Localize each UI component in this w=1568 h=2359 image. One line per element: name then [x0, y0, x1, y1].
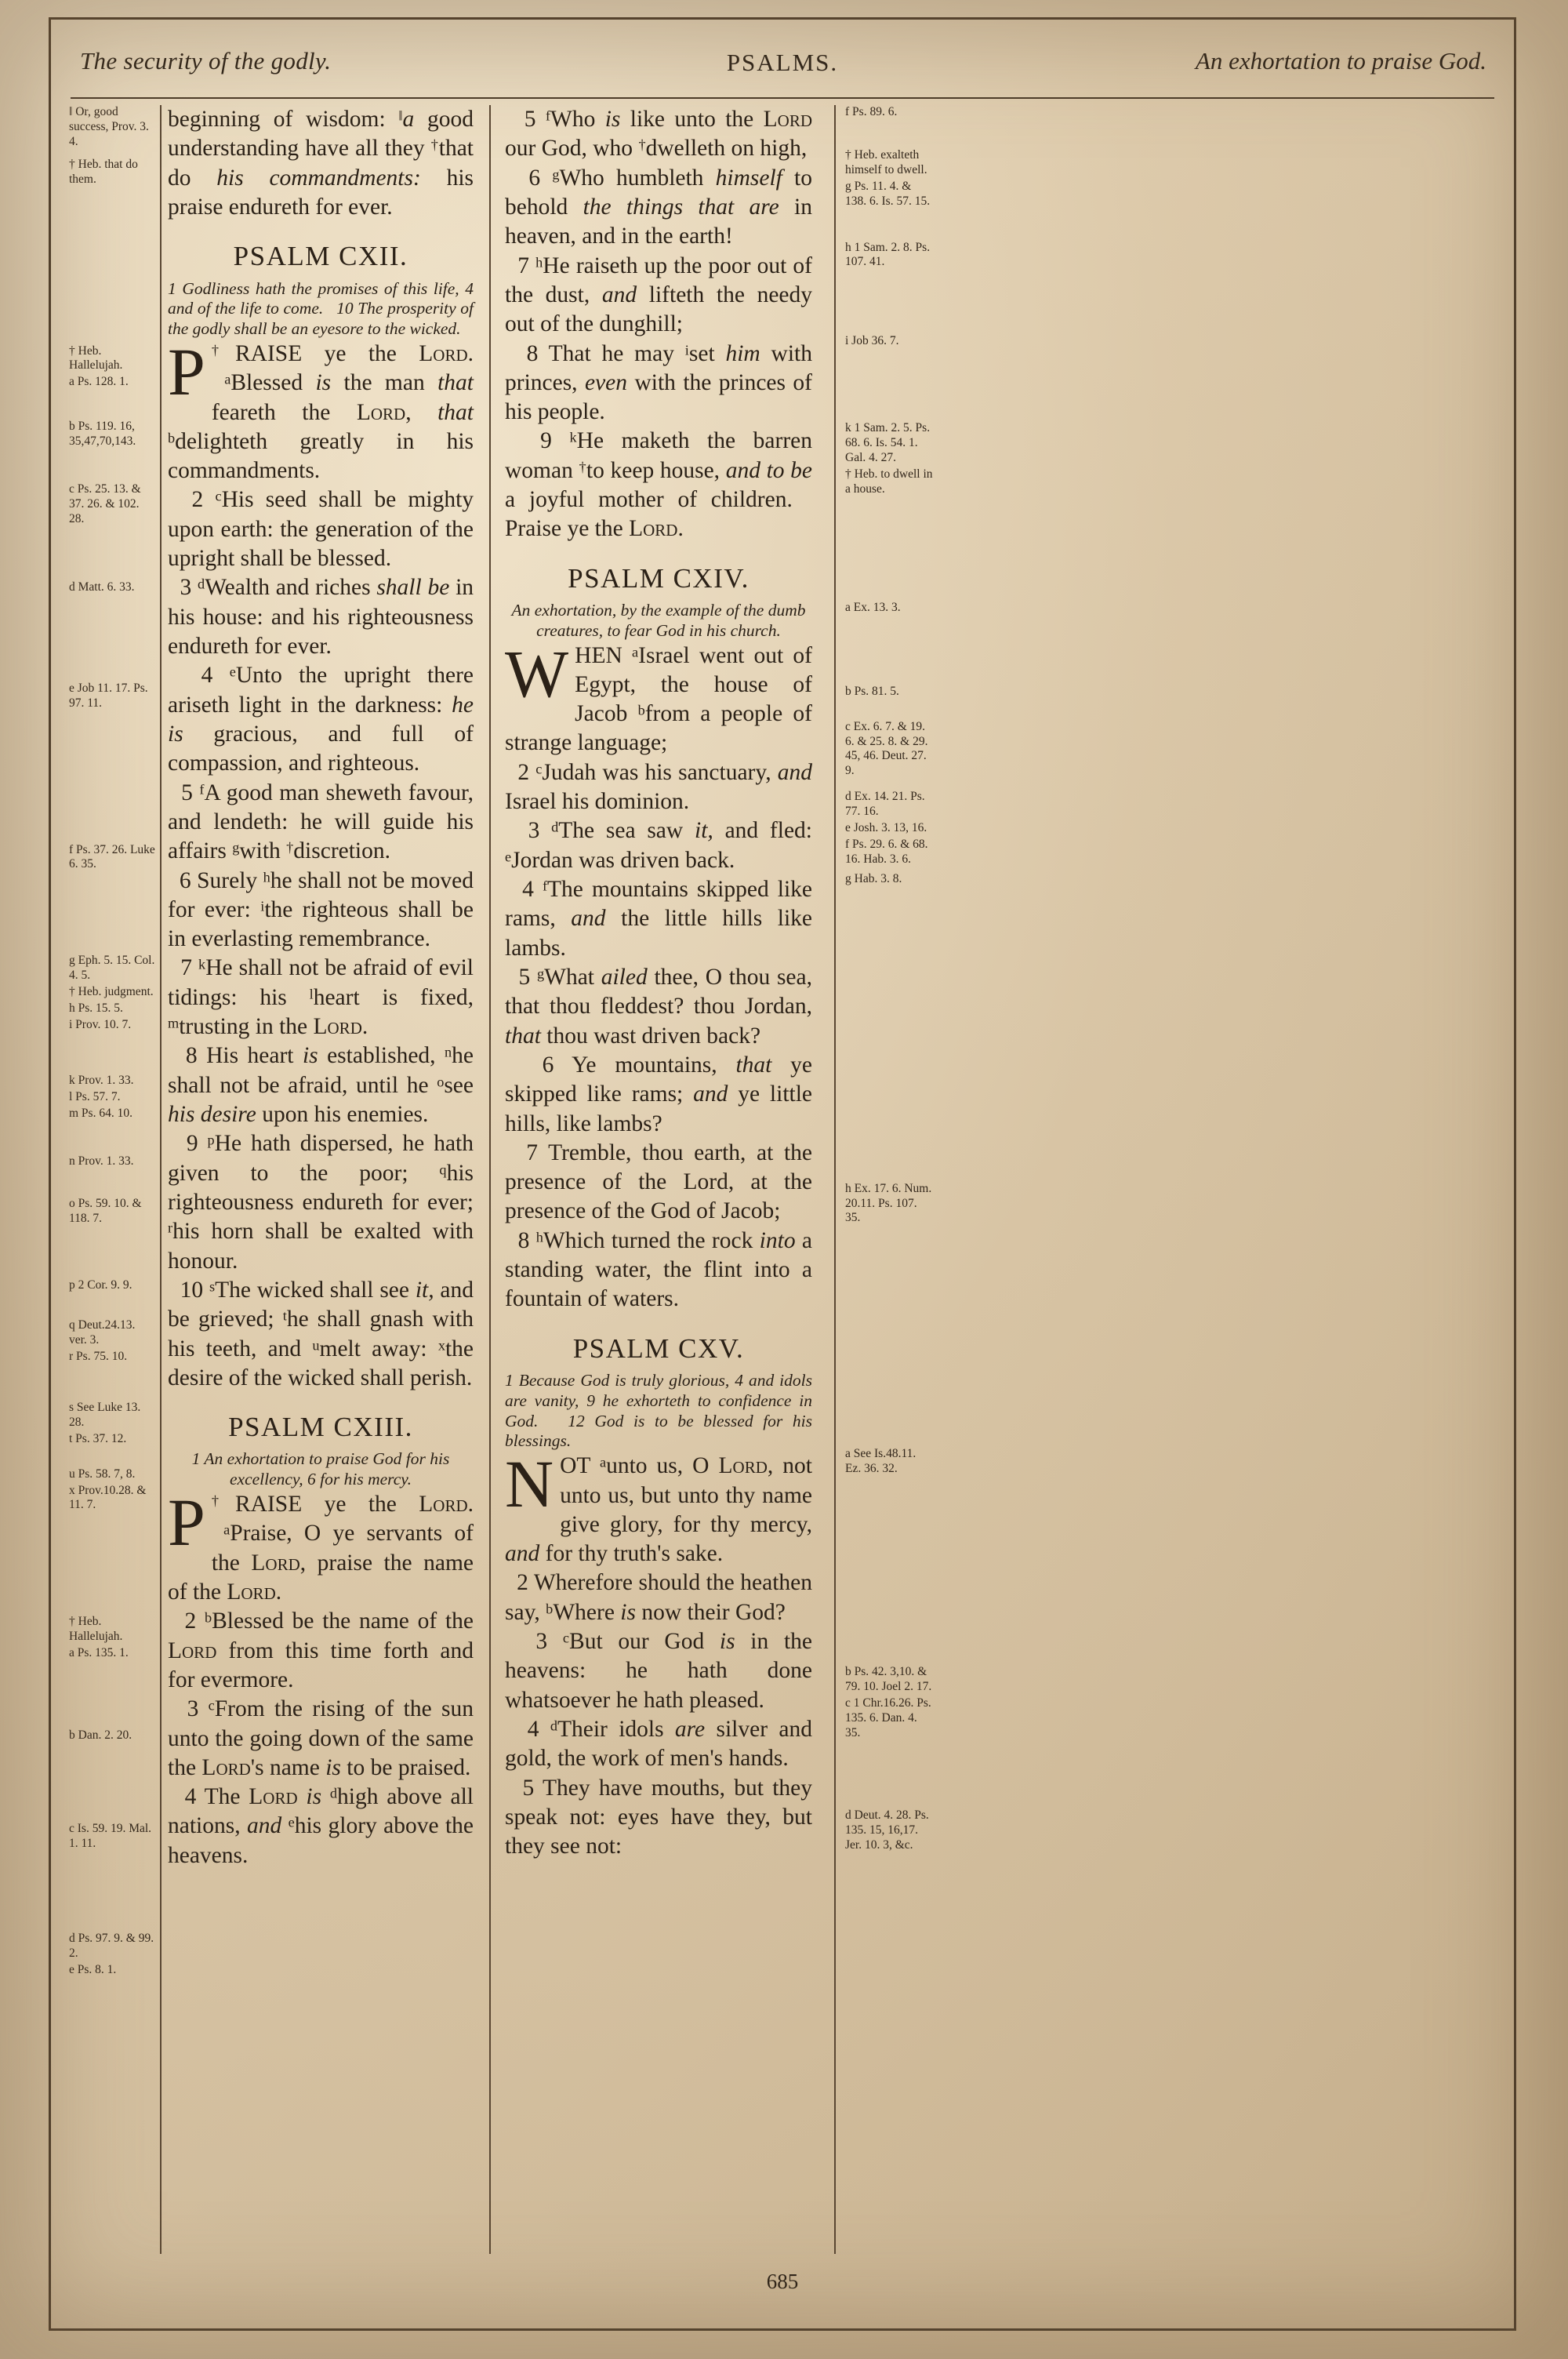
psalm-115-verse-3: 3 $^c$But our God is in the heavens: he hath done whatsoever he hath pleased.: [505, 1629, 813, 1713]
ref-note: g Hab. 3. 8.: [845, 871, 902, 885]
page-content: [61, 30, 1504, 2318]
psalm-115-verse-5: 5 They have mouths, but they speak not: eyes have they, but they see not:: [505, 1775, 812, 1859]
left-margin-references: [69, 105, 155, 2277]
psalm-114-verse-2: 2 $^c$Judah was his sanctuary, and Israel his dominion.: [505, 759, 813, 815]
ref-note: c Ps. 25. 13. & 37. 26. & 102. 28.: [69, 482, 141, 525]
psalm-112-verse-10: 10 $^s$The wicked shall see it, and be grieved; $^t$he shall gnash with his teeth, and $^u$melt away: $^x$the desire of the wicked shall perish.: [168, 1277, 474, 1390]
psalm-113-verse-2: 2 $^b$Blessed be the name of the Lord from this time forth and for evermore.: [168, 1608, 474, 1692]
psalm-114-verse-8: 8 $^h$Which turned the rock into a standing water, the flint into a fountain of waters.: [505, 1227, 813, 1312]
ref-note: h Ex. 17. 6. Num. 20.11. Ps. 107. 35.: [845, 1181, 932, 1225]
ref-note: e Ps. 8. 1.: [69, 1962, 117, 1976]
ref-note: k Prov. 1. 33.: [69, 1073, 134, 1087]
psalm-113-verse-8: 8 That he may $^i$set him with princes, even with the princes of his people.: [505, 340, 813, 425]
ref-note: g Ps. 11. 4. & 138. 6. Is. 57. 15.: [845, 179, 931, 208]
ref-note: e Josh. 3. 13, 16.: [845, 821, 927, 835]
ref-note: i Prov. 10. 7.: [69, 1017, 132, 1031]
ref-note: f Ps. 29. 6. & 68. 16. Hab. 3. 6.: [845, 837, 928, 866]
drop-cap-N: N: [505, 1446, 554, 1522]
drop-cap-P-2: P: [168, 1485, 205, 1561]
column-divider-2: [489, 105, 491, 2254]
ref-note: p 2 Cor. 9. 9.: [69, 1278, 132, 1292]
ref-note: i Job 36. 7.: [845, 334, 899, 348]
ref-note: k 1 Sam. 2. 5. Ps. 68. 6. Is. 54. 1. Gal. 4. 27.: [845, 421, 931, 465]
psalm-112-verse-5: 5 $^f$A good man sheweth favour, and lendeth: he will guide his affairs $^g$with †discretion.: [168, 780, 474, 864]
psalm-113-verse-5: 5 $^f$Who is like unto the Lord our God, who †dwelleth on high,: [505, 107, 813, 162]
ref-note: g Eph. 5. 15. Col. 4. 5.: [69, 954, 155, 983]
psalm-114-verse-4: 4 $^f$The mountains skipped like rams, and the little hills like lambs.: [505, 877, 813, 961]
psalm-115-verse-4: 4 $^d$Their idols are silver and gold, the work of men's hands.: [505, 1717, 812, 1772]
drop-cap-W: W: [505, 635, 569, 711]
ref-note: m Ps. 64. 10.: [69, 1106, 132, 1120]
psalm-113-verse-1: † P RAISE ye the Lord. $^a$Praise, O ye servants of the Lord, praise the name of the Lord.: [168, 1485, 474, 1605]
drop-cap-P: P: [168, 333, 205, 409]
ref-note: † Heb. that do them.: [69, 157, 138, 186]
running-head-left: The security of the godly.: [80, 47, 332, 75]
ref-note: c Is. 59. 19. Mal. 1. 11.: [69, 1821, 152, 1850]
ref-note: t Ps. 37. 12.: [69, 1431, 127, 1445]
psalm-114-verse-6: 6 Ye mountains, that ye skipped like rams; and ye little hills, like lambs?: [505, 1052, 813, 1136]
psalm-112-verse-3: 3 $^d$Wealth and riches shall be in his house: and his righteousness endureth for ever.: [168, 575, 474, 660]
psalm-113-title: PSALM CXIII.: [228, 1412, 413, 1443]
psalm-113-verse-3: 3 $^c$From the rising of the sun unto the going down of the same the Lord's name is to be praised.: [168, 1696, 474, 1780]
ref-note: † Heb. to dwell in a house.: [845, 467, 933, 496]
running-head-right: An exhortation to praise God.: [1195, 47, 1486, 75]
ref-note: d Ps. 97. 9. & 99. 2.: [69, 1931, 154, 1960]
ref-note: u Ps. 58. 7, 8.: [69, 1467, 136, 1481]
left-text-column: [168, 105, 474, 2277]
ref-note: q Deut.24.13. ver. 3.: [69, 1318, 136, 1347]
psalm-112-verse-7: 7 $^k$He shall not be afraid of evil tidings: his $^l$heart is fixed, $^m$trusting in the Lord.: [168, 955, 474, 1040]
psalm-112-title: PSALM CXII.: [233, 241, 408, 272]
ref-note: † Heb. judgment.: [69, 985, 154, 999]
psalm-113-verse-7: 7 $^h$He raiseth up the poor out of the dust, and lifteth the needy out of the dunghill;: [505, 253, 813, 337]
psalm-115-argument: 1 Because God is truly glorious, 4 and idols are vanity, 9 he exhorteth to confidence in God. 12 God is to be blessed for his blessings.: [505, 1371, 813, 1451]
ref-note: b Dan. 2. 20.: [69, 1728, 132, 1743]
psalm-112-verse-9: 9 $^p$He hath dispersed, he hath given to the poor; $^q$his righteousness endureth for ever; $^r$his horn shall be exalted with honour.: [168, 1131, 474, 1274]
ref-note: b Ps. 81. 5.: [845, 684, 899, 698]
ref-note: a Ex. 13. 3.: [845, 600, 901, 614]
ref-note: f Ps. 37. 26. Luke 6. 35.: [69, 842, 155, 871]
psalm-113-verse-9: 9 $^k$He maketh the barren woman †to keep house, and to be a joyful mother of children. Praise ye the Lord.: [505, 428, 813, 542]
ref-note: x Prov.10.28. & 11. 7.: [69, 1483, 147, 1512]
psalm-112-verse-4: 4 $^e$Unto the upright there ariseth light in the darkness: he is gracious, and full of compassion, and righteous.: [168, 663, 474, 776]
right-margin-references: [845, 105, 933, 2277]
ref-note: l Ps. 57. 7.: [69, 1089, 121, 1103]
ref-note: h 1 Sam. 2. 8. Ps. 107. 41.: [845, 240, 931, 269]
psalm-113-argument: 1 An exhortation to praise God for his excellency, 6 for his mercy.: [191, 1449, 450, 1489]
psalm-114-verse-1: WHEN $^a$Israel went out of Egypt, the house of Jacob $^b$from a people of strange language;: [505, 635, 812, 756]
running-head-center: PSALMS.: [726, 49, 839, 76]
psalm-114-verse-3: 3 $^d$The sea saw it, and fled: $^e$Jordan was driven back.: [505, 818, 812, 873]
ref-note: c 1 Chr.16.26. Ps. 135. 6. Dan. 4. 35.: [845, 1696, 931, 1739]
carryover-paragraph: beginning of wisdom: ‖a good understanding have all they †that do his commandments: his praise endureth for ever.: [168, 107, 474, 220]
ref-note: s See Luke 13. 28.: [69, 1400, 141, 1429]
ref-note: † Heb. Hallelujah.: [69, 343, 123, 373]
psalm-114-verse-5: 5 $^g$What ailed thee, O thou sea, that thou fleddest? thou Jordan, that thou wast driven back?: [505, 964, 812, 1049]
ref-note: b Ps. 42. 3,10. & 79. 10. Joel 2. 17.: [845, 1665, 932, 1694]
column-divider-3: [834, 105, 836, 2254]
ref-note: † Heb. exalteth himself to dwell.: [845, 147, 927, 176]
ref-note: f Ps. 89. 6.: [845, 105, 898, 118]
psalm-114-title: PSALM CXIV.: [568, 562, 750, 594]
psalm-115-title: PSALM CXV.: [572, 1332, 745, 1364]
ref-note: † Heb. Hallelujah.: [69, 1615, 123, 1644]
psalm-112-verse-6: 6 Surely $^h$he shall not be moved for ever: $^i$the righteous shall be in everlasting remembrance.: [168, 867, 474, 952]
ref-note: r Ps. 75. 10.: [69, 1350, 128, 1363]
column-divider-1: [160, 105, 162, 2254]
psalm-115-verse-2: 2 Wherefore should the heathen say, $^b$Where is now their God?: [505, 1570, 812, 1625]
ref-note: d Ex. 14. 21. Ps. 77. 16.: [845, 790, 925, 819]
psalm-113-verse-4: 4 The Lord is $^d$high above all nations, and $^e$his glory above the heavens.: [168, 1784, 474, 1868]
ref-note: a See Is.48.11. Ez. 36. 32.: [845, 1447, 916, 1476]
running-head: [72, 47, 1493, 96]
ref-note: ‖ Or, good success, Prov. 3. 4.: [69, 105, 149, 148]
header-rule: [71, 97, 1494, 99]
ref-note: a Ps. 128. 1.: [69, 375, 129, 389]
ref-note: d Matt. 6. 33.: [69, 580, 135, 594]
psalm-112-verse-1: † P RAISE ye the Lord. $^a$Blessed is the man that feareth the Lord, that $^b$delighteth greatly in his commandments.: [168, 333, 474, 484]
psalm-114-verse-7: 7 Tremble, thou earth, at the presence of the Lord, at the presence of the God of Jacob;: [505, 1140, 812, 1224]
psalm-112-verse-8: 8 His heart is established, $^n$he shall not be afraid, until he $^o$see his desire upon his enemies.: [168, 1043, 474, 1128]
psalm-114-argument: An exhortation, by the example of the dumb creatures, to fear God in his church.: [511, 600, 806, 640]
ref-note: b Ps. 119. 16, 35,47,70,143.: [69, 420, 136, 449]
page-number: 685: [766, 2270, 799, 2293]
ref-note: a Ps. 135. 1.: [69, 1646, 129, 1660]
psalm-112-verse-2: 2 $^c$His seed shall be mighty upon earth: the generation of the upright shall be blessed.: [168, 487, 474, 572]
psalm-112-argument: 1 Godliness hath the promises of this life, 4 and of the life to come. 10 The prosperity of the godly shall be an eyesore to the wicked.: [168, 278, 474, 339]
ref-note: o Ps. 59. 10. & 118. 7.: [69, 1197, 142, 1226]
ref-note: e Job 11. 17. Ps. 97. 11.: [69, 681, 148, 710]
ref-note: d Deut. 4. 28. Ps. 135. 15, 16,17. Jer. 10. 3, &c.: [845, 1808, 929, 1852]
right-text-column: [505, 105, 812, 2277]
ref-note: h Ps. 15. 5.: [69, 1001, 123, 1016]
ref-note: c Ex. 6. 7. & 19. 6. & 25. 8. & 29. 45, 46. Deut. 27. 9.: [845, 719, 928, 778]
psalm-115-verse-1: NOT $^a$unto us, O Lord, not unto us, but unto thy name give glory, for thy mercy, and for thy truth's sake.: [505, 1446, 812, 1567]
psalm-113-verse-6: 6 $^g$Who humbleth himself to behold the things that are in heaven, and in the earth!: [505, 165, 812, 249]
ref-note: n Prov. 1. 33.: [69, 1154, 134, 1168]
